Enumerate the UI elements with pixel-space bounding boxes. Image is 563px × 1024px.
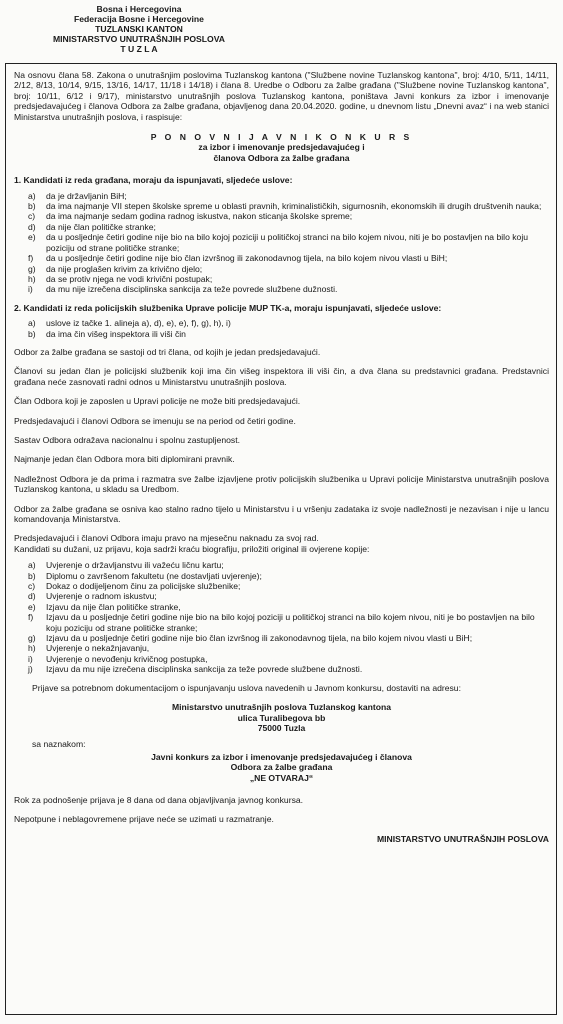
list-item-text: da ima najmanje VII stepen školske spreme u oblasti pravnih, kriminalističkih, sigurnosnih, ekonomskih ili drugih društvenih nauka;	[46, 201, 542, 212]
list-item-text: Uvjerenje o nekažnjavanju,	[46, 643, 150, 654]
body-paragraph: Članovi su jedan član je policijski službenik koji ima čin višeg inspektora ili viši čin, a dva člana su predstavnici građana. Predstavnici građana neće zasnovati radni odnos u Ministarstvu unutrašnjih poslova.	[14, 366, 549, 387]
list-marker: d)	[28, 221, 36, 232]
body-paragraph: Najmanje jedan član Odbora mora biti diplomirani pravnik.	[14, 454, 235, 465]
condition-item	[28, 253, 549, 263]
document-item	[28, 560, 549, 570]
documents-intro: Kandidati su dužani, uz prijavu, koja sadrži kraću biografiju, priložiti original ili ovjerene kopije:	[14, 543, 370, 554]
list-item-text: da ima najmanje sedam godina radnog iskustva, nakon sticanja školske spreme;	[46, 211, 353, 222]
list-item-text: Dokaz o dodijeljenom činu za policijske službenike;	[46, 581, 241, 592]
list-marker: a)	[28, 318, 36, 329]
condition-item	[28, 222, 549, 232]
title-sub-2: članova Odbora za žalbe građana	[213, 152, 350, 163]
document-item	[28, 643, 549, 653]
condition-item	[28, 191, 549, 201]
condition-item	[28, 274, 549, 284]
header-federation: Federacija Bosne i Hercegovine	[74, 14, 204, 24]
body-paragraphs	[14, 347, 549, 524]
condition-item	[28, 232, 549, 253]
condition-item	[28, 264, 549, 274]
issuer-header	[14, 4, 264, 54]
title-main: P O N O V N I J A V N I K O N K U R S	[150, 132, 413, 143]
list-marker: h)	[28, 273, 36, 284]
list-marker: a)	[28, 560, 36, 571]
list-item-text: Izjavu da mu nije izrečena disciplinska sankcija za teže povrede službene dužnosti.	[46, 664, 363, 675]
condition-item	[28, 329, 549, 339]
header-canton: TUZLANSKI KANTON	[95, 24, 183, 34]
address-line-1: Ministarstvo unutrašnjih poslova Tuzlanskog kantona	[171, 702, 391, 713]
required-documents	[14, 560, 549, 674]
document-item	[28, 664, 549, 674]
list-item-text: uslove iz tačke 1. alineja a), d), e), e), f), g), h), i)	[46, 318, 231, 329]
document-item	[28, 591, 549, 601]
note-label: sa naznakom:	[32, 739, 86, 750]
list-marker: i)	[28, 284, 33, 295]
document-item	[28, 633, 549, 643]
list-marker: g)	[28, 633, 36, 644]
body-paragraph: Član Odbora koji je zaposlen u Upravi policije ne može biti predsjedavajući.	[14, 396, 301, 407]
list-item-text: da nije proglašen krivim za krivično djelo;	[46, 263, 203, 274]
document-item	[28, 581, 549, 591]
body-paragraph: Predsjedavajući i članovi Odbora se imenuju se na period od četiri godine.	[14, 415, 296, 426]
condition-item	[28, 318, 549, 328]
list-marker: h)	[28, 643, 36, 654]
list-item-text: da nije član političke stranke;	[46, 221, 156, 232]
list-item-text: Uvjerenje o nevođenju krivičnog postupka,	[46, 653, 208, 664]
condition-item	[28, 201, 549, 211]
list-item-text: Diplomu o završenom fakultetu (ne dostavljati uvjerenje);	[46, 570, 262, 581]
announcement-title	[14, 132, 549, 163]
list-marker: e)	[28, 601, 36, 612]
list-marker: f)	[28, 612, 34, 623]
section-2-conditions	[14, 318, 549, 339]
list-item-text: Izjavu da nije član političke stranke,	[46, 601, 181, 612]
note-line-2: Odbora za žalbe građana	[230, 762, 333, 773]
envelope-note	[14, 752, 549, 783]
body-paragraph: Nadležnost Odbora je da prima i razmatra sve žalbe izjavljene protiv policijskih službenika u Upravi policije Ministarstva unutrašnjih poslova Tuzlanskog kantona, u skladu sa Uredbom.	[14, 473, 549, 495]
list-item-text: Uvjerenje o državljanstvu ili važeću ličnu kartu;	[46, 560, 224, 571]
list-marker: e)	[28, 232, 36, 243]
section-1-heading: 1. Kandidati iz reda građana, moraju da ispunjavati, sljedeće uslove:	[14, 175, 293, 186]
title-sub-1: za izbor i imenovanje predsjedavajućeg i	[198, 142, 365, 153]
condition-item	[28, 211, 549, 221]
header-city: T U Z L A	[120, 44, 158, 54]
note-line-1: Javni konkurs za izbor i imenovanje predsjedavajućeg i članova	[151, 751, 412, 762]
list-marker: b)	[28, 570, 36, 581]
submission-address	[14, 702, 549, 733]
list-marker: f)	[28, 253, 34, 264]
list-item-text: Uvjerenje o radnom iskustvu;	[46, 591, 157, 602]
list-marker: j)	[28, 664, 33, 675]
address-line-3: 75000 Tuzla	[257, 722, 306, 733]
list-marker: g)	[28, 263, 36, 274]
document-item	[28, 612, 549, 633]
list-marker: c)	[28, 211, 36, 222]
list-item-text: da u posljednje četiri godine nije bio član izvršnog ili zakonodavnog tijela, na bilo kojem nivou vlasti u BiH;	[46, 253, 448, 264]
address-line-2: ulica Turalibegova bb	[237, 712, 326, 723]
list-item-text: da mu nije izrečena disciplinska sankcija za teže povrede službene dužnosti.	[46, 284, 338, 295]
document-item	[28, 571, 549, 581]
list-item-text: da u posljednje četiri godine nije bio na bilo kojoj poziciji u političkoj stranci na bilo kojem nivou, niti je bo postavljen na bilo koju poziciju od strane političke stranke;	[46, 232, 529, 253]
deadline-text: Rok za podnošenje prijava je 8 dana od dana objavljivanja javnog konkursa.	[14, 794, 304, 805]
document-item	[28, 602, 549, 612]
header-ministry: MINISTARSTVO UNUTRAŠNJIH POSLOVA	[52, 34, 226, 44]
list-item-text: Izjavu da u posljednje četiri godine nije bio na bilo kojoj poziciji u političkoj stranci na bilo kojem nivou, niti je bo postavljen na bilo koju poziciju od strane političke stranke;	[46, 612, 535, 633]
list-item-text: Izjavu da u posljednje četiri godine nije bio član izvršnog ili zakonodavnog tijela, na bilo kojem nivou vlasti u BiH;	[46, 633, 473, 644]
incomplete-notice: Nepotpune i neblagovremene prijave neće se uzimati u razmatranje.	[14, 814, 274, 825]
list-marker: c)	[28, 581, 36, 592]
list-item-text: da je državljanin BiH;	[46, 190, 127, 201]
intro-paragraph: Na osnovu člana 58. Zakona o unutrašnjim poslovima Tuzlanskog kantona ("Službene novine Tuzlanskog kantona", broj: 4/10, 5/11, 14/11, 2/12, 8/13, 10/14, 9/15, 13/16, 14/17, 11/18 i 14/18) i člana 8. Uredbe o Odboru za žalbe građana ("Službene novine Tuzlanskog kantona", broj: 10/11, 6/12 i 9/17), ministarstvo unutrašnjih poslova Tuzlanskog kantona, poništava Javni konkurs za izbor i imenovanje predsjedavajućeg i članova Odbora za žalbe građana, objavljenog dana 20.04.2020. godine, u dnevnom listu „Dnevni avaz“ i na web stanici Ministarstva unutrašnjih poslova, i raspisuje:	[14, 70, 549, 122]
body-paragraph: Odbor za žalbe građana se osniva kao stalno radno tijelo u Ministarstvu i u vršenju zadataka iz svoje nadležnosti je nezavisan i nije u lancu komandovanja Ministarstva.	[14, 503, 549, 524]
note-line-3: „NE OTVARAJ“	[249, 772, 314, 783]
section-2-heading: 2. Kandidati iz reda policijskih službenika Uprave policije MUP TK-a, moraju ispunjavati, sljedeće uslove:	[14, 302, 442, 313]
document-item	[28, 654, 549, 664]
list-item-text: da se protiv njega ne vodi krivični postupak;	[46, 273, 213, 284]
body-paragraph: Sastav Odbora odražava nacionalnu i spolnu zastupljenost.	[14, 434, 240, 445]
list-marker: b)	[28, 201, 36, 212]
condition-item	[28, 284, 549, 294]
list-marker: b)	[28, 328, 36, 339]
list-item-text: da ima čin višeg inspektora ili viši čin	[46, 328, 186, 339]
section-1-conditions	[14, 191, 549, 295]
submission-text: Prijave sa potrebnom dokumentacijom o ispunjavanju uslova navedenih u Javnom konkursu, dostaviti na adresu:	[32, 682, 461, 693]
signature: MINISTARSTVO UNUTRAŠNJIH POSLOVA	[376, 833, 549, 844]
header-country: Bosna i Hercegovina	[96, 4, 182, 14]
compensation-text: Predsjedavajući i članovi Odbora imaju pravo na mjesečnu naknadu za svoj rad.	[14, 533, 319, 544]
body-paragraph: Odbor za žalbe građana se sastoji od tri člana, od kojih je jedan predsjedavajući.	[14, 346, 321, 357]
list-marker: d)	[28, 591, 36, 602]
list-marker: a)	[28, 190, 36, 201]
list-marker: i)	[28, 653, 33, 664]
